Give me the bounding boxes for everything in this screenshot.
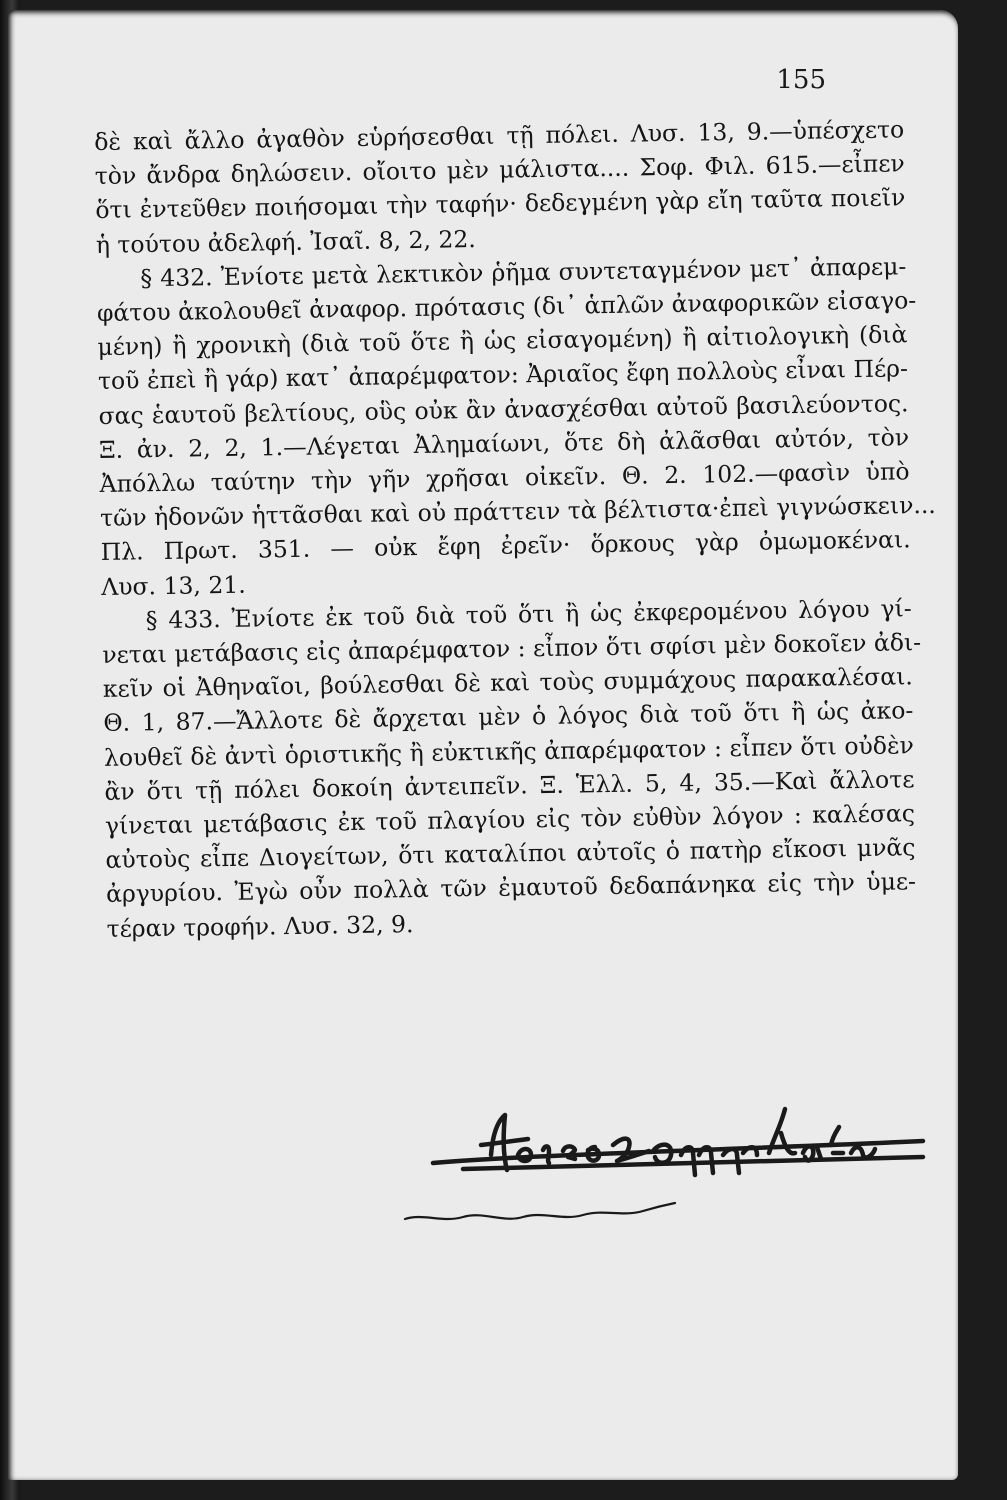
text-line: αὐτοὺς εἶπε Διογείτων, ὅτι καταλίποι αὐτοῖς ὁ πατὴρ εἴκοσι μνᾶς [105, 833, 916, 875]
text-line: λουθεῖ δὲ ἀντὶ ὁριστικῆς ἢ εὐκτικῆς ἀπαρέμφατον : εἶπεν ὅτι οὐδὲν [103, 730, 915, 772]
text-line: Ἀπόλλω ταύτην τὴν γῆν χρῆσαι οἰκεῖν. Θ. 2. 102.—φασὶν ὑπὸ [99, 457, 910, 498]
section-432-start: § 432. Ἐνίοτε μετὰ λεκτικὸν ῥῆμα συντεταγμένον μετ᾽ ἀπαρεμ- [140, 252, 907, 293]
body-text [94, 112, 936, 945]
text-line: τῶν ἡδονῶν ἡττᾶσθαι καὶ οὐ πράττειν τὰ βέλτιστα·ἐπεὶ γιγνώσκειν... [99, 491, 936, 533]
text-line: ἡ τούτου ἀδελφή. Ἰσαῖ. 8, 2, 22. [95, 224, 476, 259]
text-line: γίνεται μετάβασις ἐκ τοῦ πλαγίου εἰς τὸν εὐθὺν λόγον : καλέσας [104, 799, 916, 840]
text-line: ἀργυρίου. Ἐγὼ οὖν πολλὰ τῶν ἐμαυτοῦ δεδαπάνηκα εἰς τὴν ὑμε- [105, 867, 917, 909]
page-number: 155 [776, 65, 826, 95]
text-line: νεται μετάβασις εἰς ἀπαρέμφατον : εἶπον ὅτι σφίσι μὲν δοκοῖεν ἀδι- [102, 628, 922, 669]
text-line: μένη) ἢ χρονικὴ (διὰ τοῦ ὅτε ἢ ὡς εἰσαγομένη) ἢ αἰτιολογικὴ (διὰ [97, 320, 908, 362]
text-line: σας ἑαυτοῦ βελτίους, οὓς οὐκ ἂν ἀνασχέσθαι αὐτοῦ βασιλεύοντος. [98, 388, 909, 430]
text-line: τέραν τροφήν. Λυσ. 32, 9. [106, 909, 414, 943]
text-line: ἂν ὅτι τῇ πόλει δοκοίη ἀντειπεῖν. Ξ. Ἑλλ. 5, 4, 35.—Καὶ ἄλλοτε [104, 765, 915, 806]
book-page [8, 10, 958, 1480]
text-line: δὲ καὶ ἄλλο ἀγαθὸν εὑρήσεσθαι τῇ πόλει. Λυσ. 13, 9.—ὑπέσχετο [94, 115, 905, 156]
handwritten-signature [403, 1095, 988, 1225]
text-line: τὸν ἄνδρα δηλώσειν. οἴοιτο μὲν μάλιστα.... Σοφ. Φιλ. 615.—εἶπεν [94, 149, 905, 191]
text-line: Πλ. Πρωτ. 351. — οὐκ ἔφη ἐρεῖν· ὅρκους γὰρ ὀμωμοκέναι. [100, 525, 911, 567]
text-line: τοῦ ἐπεὶ ἢ γάρ) κατ᾽ ἀπαρέμφατον: Ἀριαῖος ἔφη πολλοὺς εἶναι Πέρ- [97, 354, 909, 396]
text-line: κεῖν οἱ Ἀθηναῖοι, βούλεσθαι δὲ καὶ τοὺς συμμάχους παρακαλέσαι. [102, 662, 913, 704]
section-433-start: § 433. Ἐνίοτε ἐκ τοῦ διὰ τοῦ ὅτι ἢ ὡς ἐκφερομένου λόγου γί- [145, 594, 912, 635]
text-line: Ξ. ἀν. 2, 2, 1.—Λέγεται Ἀλημαίωνι, ὅτε δὴ ἀλᾶσθαι αὐτόν, τὸν [98, 423, 910, 464]
text-line: Λυσ. 13, 21. [101, 570, 246, 601]
text-line: ὅτι ἐντεῦθεν ποιήσομαι τὴν ταφήν· δεδεγμένη γὰρ εἴη ταῦτα ποιεῖν [95, 183, 906, 225]
text-line: φάτου ἀκολουθεῖ ἀναφορ. πρότασις (δι᾽ ἁπλῶν ἀναφορικῶν εἰσαγο- [96, 286, 917, 327]
text-line: Θ. 1, 87.—Ἄλλοτε δὲ ἄρχεται μὲν ὁ λόγος διὰ τοῦ ὅτι ἢ ὡς ἀκο- [103, 696, 914, 738]
